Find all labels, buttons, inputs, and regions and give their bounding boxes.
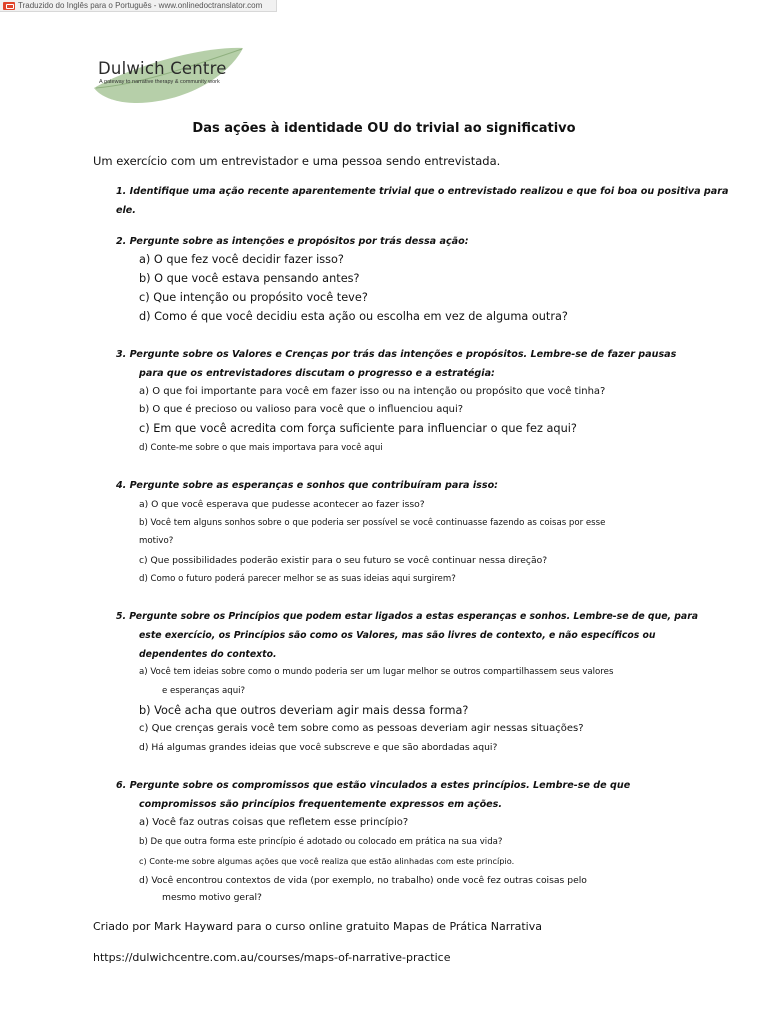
q1-heading-line-1: 1. Identifique uma ação recente aparentemente trivial que o entrevistado realizou e que foi boa ou positiva para — [116, 186, 729, 197]
q5-item-a-line-2: e esperanças aqui? — [162, 686, 246, 696]
q6-item-d-line-1: d) Você encontrou contextos de vida (por exemplo, no trabalho) onde você fez outras coisas pelo — [139, 875, 587, 886]
document-title: Das ações à identidade OU do trivial ao significativo — [192, 121, 576, 136]
credit-text: Criado por Mark Hayward para o curso online gratuito Mapas de Prática Narrativa — [93, 920, 542, 933]
q4-item-c: c) Que possibilidades poderão existir para o seu futuro se você continuar nessa direção? — [139, 555, 548, 566]
q4-item-b-line-1: b) Você tem alguns sonhos sobre o que poderia ser possível se você continuasse fazendo as coisas por esse — [139, 518, 606, 528]
q6-item-a: a) Você faz outras coisas que refletem esse princípio? — [139, 817, 409, 828]
q6-item-d-line-2: mesmo motivo geral? — [162, 892, 262, 903]
q2-item-d: d) Como é que você decidiu esta ação ou escolha em vez de alguma outra? — [139, 310, 568, 323]
dulwich-centre-logo — [92, 46, 248, 106]
translation-banner — [0, 0, 277, 12]
course-url[interactable]: https://dulwichcentre.com.au/courses/maps-of-narrative-practice — [93, 951, 451, 964]
q3-item-c: c) Em que você acredita com força suficiente para influenciar o que fez aqui? — [139, 422, 577, 435]
q3-heading-line-1: 3. Pergunte sobre os Valores e Crenças por trás das intenções e propósitos. Lembre-se de fazer pausas — [116, 349, 677, 360]
q2-item-c: c) Que intenção ou propósito você teve? — [139, 291, 368, 304]
q5-heading-line-1: 5. Pergunte sobre os Princípios que podem estar ligados a estas esperanças e sonhos. Lembre-se de que, para — [116, 611, 699, 622]
q6-heading-line-1: 6. Pergunte sobre os compromissos que estão vinculados a estes princípios. Lembre-se de que — [116, 780, 631, 791]
q5-heading-line-3: dependentes do contexto. — [139, 649, 277, 660]
q5-item-c: c) Que crenças gerais você tem sobre como as pessoas deveriam agir nessas situações? — [139, 723, 584, 734]
q3-item-b: b) O que é precioso ou valioso para você que o influenciou aqui? — [139, 404, 464, 415]
q3-heading-line-2: para que os entrevistadores discutam o progresso e a estratégia: — [139, 368, 495, 379]
q2-item-a: a) O que fez você decidir fazer isso? — [139, 253, 344, 266]
q3-item-d: d) Conte-me sobre o que mais importava para você aqui — [139, 443, 383, 453]
q1-heading-line-2: ele. — [116, 205, 136, 216]
logo-name: Dulwich Centre — [98, 59, 227, 78]
q6-heading-line-2: compromissos são princípios frequentemente expressos em ações. — [139, 799, 503, 810]
q4-item-d: d) Como o futuro poderá parecer melhor se as suas ideias aqui surgirem? — [139, 574, 456, 584]
translation-banner-text: Traduzido do Inglês para o Português - www.onlinedoctranslator.com — [18, 1, 263, 10]
q5-item-b: b) Você acha que outros deveriam agir mais dessa forma? — [139, 704, 469, 717]
q6-item-b: b) De que outra forma este princípio é adotado ou colocado em prática na sua vida? — [139, 837, 503, 847]
q3-item-a: a) O que foi importante para você em fazer isso ou na intenção ou propósito que você tinha? — [139, 386, 606, 397]
q5-item-d: d) Há algumas grandes ideias que você subscreve e que são abordadas aqui? — [139, 742, 498, 753]
q5-item-a-line-1: a) Você tem ideias sobre como o mundo poderia ser um lugar melhor se outros compartilhassem seus valores — [139, 667, 614, 677]
q4-heading: 4. Pergunte sobre as esperanças e sonhos que contribuíram para isso: — [116, 480, 498, 491]
q6-item-c: c) Conte-me sobre algumas ações que você realiza que estão alinhadas com este princípio. — [139, 856, 515, 866]
translator-logo-icon — [3, 2, 15, 10]
intro-text: Um exercício com um entrevistador e uma pessoa sendo entrevistada. — [93, 154, 501, 168]
q5-heading-line-2: este exercício, os Princípios são como os Valores, mas são livres de contexto, e não específicos ou — [139, 630, 656, 641]
q2-heading: 2. Pergunte sobre as intenções e propósitos por trás dessa ação: — [116, 236, 469, 247]
q4-item-b-line-2: motivo? — [139, 536, 174, 546]
q4-item-a: a) O que você esperava que pudesse acontecer ao fazer isso? — [139, 499, 425, 510]
q2-item-b: b) O que você estava pensando antes? — [139, 272, 360, 285]
logo-tagline: A gateway to narrative therapy & community work — [99, 79, 220, 85]
